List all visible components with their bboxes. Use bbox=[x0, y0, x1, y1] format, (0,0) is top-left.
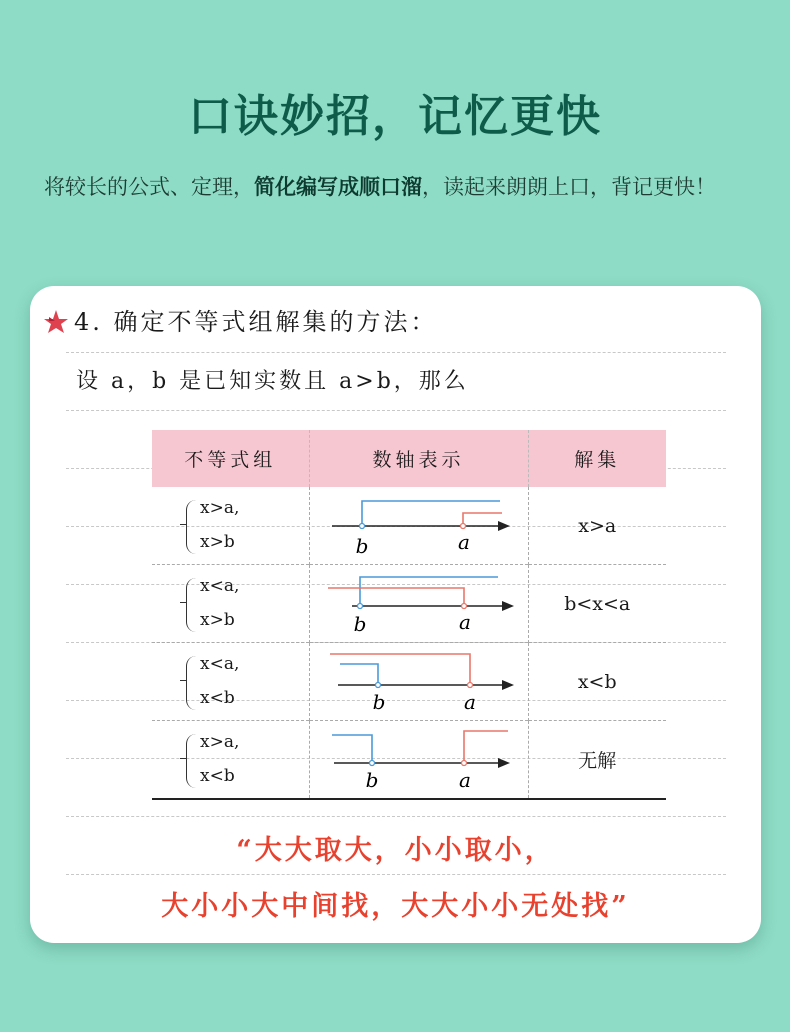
header-number-line: 数轴表示 bbox=[309, 430, 528, 487]
number-line-cell bbox=[309, 721, 528, 800]
axis-label-a: a bbox=[458, 609, 471, 634]
axis-label-b: b bbox=[365, 767, 378, 792]
inequality-system-cell bbox=[152, 565, 309, 643]
intro-text-part2: ，读起来朗朗上口，背记更快！ bbox=[422, 175, 716, 199]
inequality-2: x<b bbox=[200, 765, 235, 786]
ruled-line bbox=[66, 816, 726, 817]
table-row bbox=[152, 721, 666, 800]
axis-label-a: a bbox=[457, 529, 470, 554]
number-line-cell bbox=[309, 487, 528, 565]
section-heading: 4. 确定不等式组解集的方法： bbox=[74, 308, 438, 336]
table-row bbox=[152, 643, 666, 721]
ruled-line bbox=[66, 410, 726, 411]
mnemonic-line-2: 大小小大中间找，大大小小无处找” bbox=[161, 891, 630, 922]
intro-text-part1: 将较长的公式、定理， bbox=[44, 175, 254, 199]
inequality-1: x>a, bbox=[200, 497, 240, 518]
red-star-icon bbox=[43, 309, 69, 335]
method-card bbox=[30, 286, 761, 943]
page-title: 口诀妙招，记忆更快 bbox=[188, 91, 602, 142]
solution-cell: 无解 bbox=[528, 721, 666, 800]
table-header-row bbox=[152, 430, 666, 487]
number-line-diagram bbox=[324, 725, 514, 795]
inequality-2: x>b bbox=[200, 531, 235, 552]
axis-label-b: b bbox=[372, 689, 385, 714]
axis-label-b: b bbox=[355, 533, 368, 558]
inequality-1: x<a, bbox=[200, 575, 240, 596]
intro-text-bold: 简化编写成顺口溜 bbox=[254, 175, 422, 199]
header-solution-set: 解集 bbox=[528, 430, 666, 487]
solution-cell: x>a bbox=[528, 487, 666, 565]
inequality-system-cell bbox=[152, 721, 309, 800]
number-line-diagram bbox=[324, 491, 514, 561]
solution-cell: b<x<a bbox=[528, 565, 666, 643]
ruled-line bbox=[66, 352, 726, 353]
axis-label-a: a bbox=[458, 767, 471, 792]
inequality-1: x<a, bbox=[200, 653, 240, 674]
mnemonic-line-1: “大大取大，小小取小， bbox=[236, 835, 555, 866]
number-line-cell bbox=[309, 565, 528, 643]
inequality-2: x<b bbox=[200, 687, 235, 708]
number-line-cell bbox=[309, 643, 528, 721]
premise-text: 设 a，b 是已知实数且 a>b，那么 bbox=[76, 369, 469, 394]
inequality-system-cell bbox=[152, 487, 309, 565]
intro-text bbox=[44, 162, 744, 213]
number-line-diagram bbox=[324, 647, 514, 717]
solution-table bbox=[152, 430, 666, 800]
header-inequality-system: 不等式组 bbox=[152, 430, 309, 487]
axis-label-a: a bbox=[463, 689, 476, 714]
solution-cell: x<b bbox=[528, 643, 666, 721]
inequality-system-cell bbox=[152, 643, 309, 721]
ruled-line bbox=[66, 874, 726, 875]
inequality-1: x>a, bbox=[200, 731, 240, 752]
axis-label-b: b bbox=[353, 611, 366, 636]
table-row bbox=[152, 565, 666, 643]
number-line-diagram bbox=[324, 569, 514, 639]
table-row bbox=[152, 487, 666, 565]
inequality-2: x>b bbox=[200, 609, 235, 630]
